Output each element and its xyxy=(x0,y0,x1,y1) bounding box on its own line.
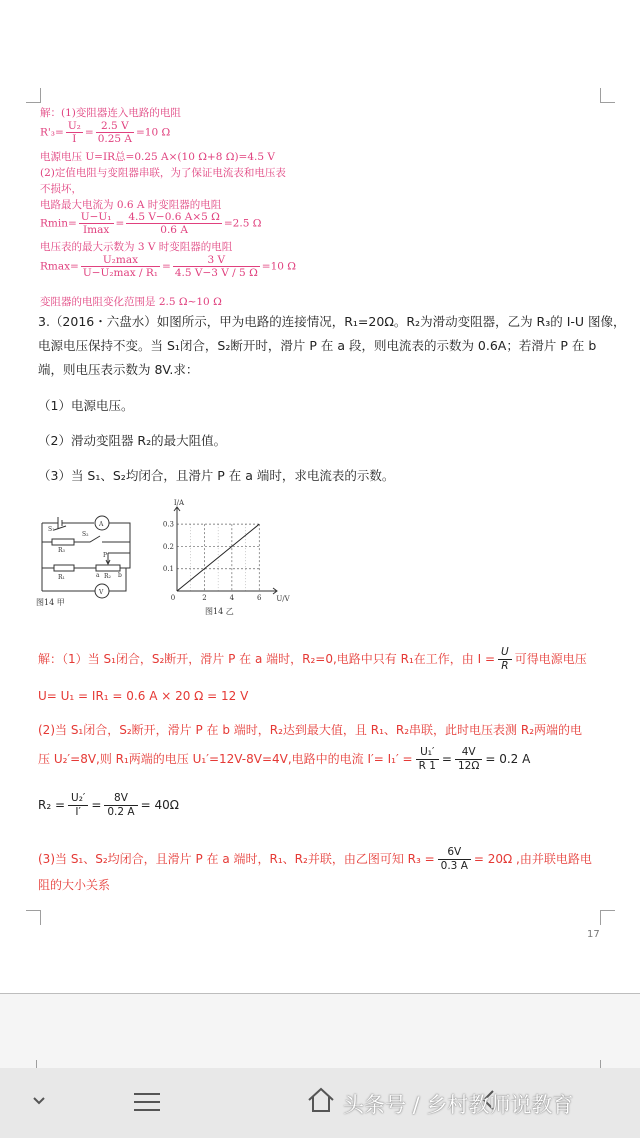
x-tick-label: 0 xyxy=(170,594,176,602)
y-tick-label: 0.2 xyxy=(162,542,174,551)
voltmeter-label: V xyxy=(99,589,104,596)
menu-icon[interactable] xyxy=(133,1092,161,1112)
pink-line: 变阻器的电阻变化范围是 2.5 Ω∼10 Ω xyxy=(40,296,222,308)
answer-line: 压 U₂′=8V,则 R₁两端的电压 U₁′=12V-8V=4V,电路中的电流 I′= I₁′ = $\frac{\text{U₁′}}{R 1}$ = $\frac{4V}{12\Omega}$ = 0.2 A xyxy=(38,746,531,772)
pink-line: (2)定值电阻与变阻器串联，为了保证电流表和电压表 xyxy=(40,167,286,179)
resistor-r2 xyxy=(96,565,120,571)
circuit-diagram xyxy=(34,505,144,610)
answer-line: U= U₁ = IR₁ = 0.6 A × 20 Ω = 12 V xyxy=(38,689,249,703)
r3-label: R₃ xyxy=(58,547,65,554)
b-label: b xyxy=(118,572,122,579)
circuit-caption: 图14 甲 xyxy=(36,598,65,607)
answer-line: (2)当 S₁闭合，S₂断开，滑片 P 在 b 端时，R₂达到最大值，且 R₁、R₂串联，此时电压表测 R₂两端的电 xyxy=(38,723,583,737)
r1-label: R₁ xyxy=(58,574,65,581)
answer-line: 解：（1）当 S₁闭合，S₂断开，滑片 P 在 a 端时，R₂=0,电路中只有 R₁在工作，由 I = $\frac{U}{R}$ 可得电源电压 xyxy=(38,646,587,672)
chevron-down-icon[interactable] xyxy=(32,1096,46,1106)
pink-line: 解：(1)变阻器连入电路的电阻 xyxy=(40,107,181,119)
p-label: P xyxy=(103,552,108,559)
r2-label: R₂ xyxy=(104,573,111,580)
ammeter-label: A xyxy=(99,521,104,528)
x-tick-label: 6 xyxy=(257,594,262,602)
y-axis-label: I/A xyxy=(173,499,185,507)
answer-line: R₂ = $\frac{\text{U₂′}}{I'}$ = $\frac{8V}{0.2 A}$ = 40Ω xyxy=(38,792,179,818)
wire xyxy=(109,523,130,549)
pink-line: 电源电压 U=IR总=0.25 A×(10 Ω+8 Ω)=4.5 V xyxy=(40,151,275,163)
pink-formula: Rmax= $\frac{\text{U₂max}}{\text{U−U₂max / R₁}}$ = $\frac{3 V}{4.5 V-3 V / 5 \Omega}$ =10 Ω xyxy=(40,254,296,279)
home-icon[interactable] xyxy=(306,1086,336,1114)
y-tick-label: 0.3 xyxy=(162,520,174,529)
question-line: 3.（2016・六盘水）如图所示，甲为电路的连接情况，R₁=20Ω。R₂为滑动变阻器，乙为 R₃的 I-U 图像， xyxy=(38,314,626,329)
pink-line: 电压表的最大示数为 3 V 时变阻器的电阻 xyxy=(40,241,233,253)
resistor-r3 xyxy=(52,539,74,545)
wire xyxy=(120,549,130,568)
answer-line: (3)当 S₁、S₂均闭合，且滑片 P 在 a 端时，R₁、R₂并联，由乙图可知 R₃ = $\frac{6V}{0.3 A}$ = 20Ω ,由并联电路电 xyxy=(38,846,592,872)
pink-line: 不损坏， xyxy=(40,183,82,195)
s1-label: S₁ xyxy=(48,526,55,533)
series-line xyxy=(177,524,259,591)
crop-mark xyxy=(600,910,615,925)
x-tick-label: 4 xyxy=(229,594,235,602)
x-tick-label: 2 xyxy=(202,594,207,602)
graph-caption: 图14 乙 xyxy=(205,607,234,616)
iu-graph xyxy=(155,499,290,618)
answer-line: 阻的大小关系 xyxy=(38,878,111,892)
question-part: （1）电源电压。 xyxy=(38,398,134,413)
crop-mark xyxy=(26,910,41,925)
pink-line: 电路最大电流为 0.6 A 时变阻器的电阻 xyxy=(40,199,222,211)
crop-mark xyxy=(600,88,615,103)
a-label: a xyxy=(96,572,100,579)
question-line: 电源电压保持不变。当 S₁闭合，S₂断开时，滑片 P 在 a 段，则电流表的示数为 0.6A；若滑片 P 在 b xyxy=(38,338,597,353)
y-tick-label: 0.1 xyxy=(162,565,174,574)
switch-s1 xyxy=(54,526,66,530)
next-page-gap xyxy=(0,993,640,1069)
pink-formula: Rmin= $\frac{\text{U−U₁}}{Imax}$ = $\frac{4.5 V-0.6 A\times 5 \Omega}{0.6 A}$ =2.5 Ω xyxy=(40,211,262,236)
question-part: （3）当 S₁、S₂均闭合，且滑片 P 在 a 端时，求电流表的示数。 xyxy=(38,468,395,483)
pink-formula: R'₃= $\frac{\text{U₂}}{I}$ = $\frac{2.5 V}{0.25 A}$ =10 Ω xyxy=(40,120,171,145)
resistor-r1 xyxy=(54,565,74,571)
x-axis-label: U/V xyxy=(276,595,290,603)
question-part: （2）滑动变阻器 R₂的最大阻值。 xyxy=(38,433,227,448)
watermark: 头条号 / 乡村教师说教育 xyxy=(343,1093,574,1117)
page-number: 17 xyxy=(587,929,600,940)
s2-label: S₂ xyxy=(82,531,89,538)
question-line: 端，则电压表示数为 8V.求： xyxy=(38,362,199,377)
crop-mark xyxy=(26,88,41,103)
